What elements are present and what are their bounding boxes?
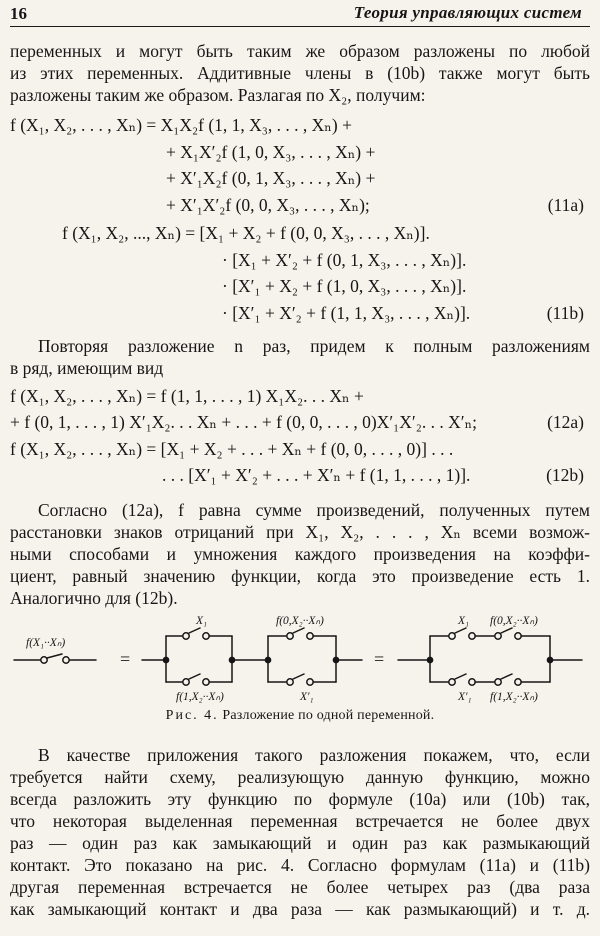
figure-label: f(1,X₂··Xₙ): [176, 691, 224, 703]
running-title: Теория управляющих систем: [353, 3, 582, 22]
text-line: расстановки знаков отрицаний при X₁, X₂, . . . , Xₙ всеми возмож-: [10, 522, 590, 542]
figure-label: f(0,X₂··Xₙ): [276, 615, 324, 627]
equation-line: · [X′₁ + X₂ + f (1, 0, X₃, . . . , Xₙ)].: [222, 276, 467, 296]
text-line: что некоторая выделенная переменная встречается не более двух: [10, 811, 590, 831]
figure-label: f(X₁··Xₙ): [26, 637, 66, 649]
figure-label: X′₁: [300, 691, 314, 703]
figure-4-circuit: [10, 602, 590, 704]
figure-label: f(1,X₂··Xₙ): [490, 691, 538, 703]
equation-line: · [X₁ + X′₂ + f (0, 1, X₃, . . . , Xₙ)].: [222, 250, 467, 270]
text-line: разложены таким же образом. Разлагая по X₂, получим:: [10, 85, 426, 105]
text-line: переменных и могут быть таким же образом разложены по любой: [10, 41, 590, 61]
text-line: всегда разложить эту функцию по формуле (10a) или (10b) так,: [10, 789, 590, 809]
caption-text: Разложение по одной переменной.: [222, 708, 435, 723]
equation-line: . . . [X′₁ + X′₂ + . . . + X′ₙ + f (1, 1, . . . , 1)].: [162, 465, 471, 485]
caption-lead: Рис. 4.: [165, 708, 219, 723]
equation-number: (12b): [546, 465, 584, 485]
figure-label: f(0,X₂··Xₙ): [490, 615, 538, 627]
running-header: [10, 2, 590, 27]
equation-line: + X′₁X₂f (0, 1, X₃, . . . , Xₙ) +: [166, 168, 376, 188]
equation-line: + X′₁X′₂f (0, 0, X₃, . . . , Xₙ);: [166, 195, 370, 215]
equation-number: (11a): [547, 195, 584, 215]
text-line: раз — один раз как замыкающий и один раз как размыкающий: [10, 833, 590, 853]
text-line: требуется найти схему, реализующую данную функцию, можно: [10, 767, 590, 787]
text-line: циент, равный значению функции, когда это произведение есть 1.: [10, 566, 590, 586]
figure-label: X₁: [458, 615, 470, 627]
equation-line: f (X₁, X₂, ..., Xₙ) = [X₁ + X₂ + f (0, 0, X₃, . . . , Xₙ)].: [62, 223, 430, 243]
equation-line: + X₁X′₂f (1, 0, X₃, . . . , Xₙ) +: [166, 142, 376, 162]
equation-number: (12a): [547, 412, 584, 432]
equation-line: · [X′₁ + X′₂ + f (1, 1, X₃, . . . , Xₙ)].: [222, 303, 471, 323]
text-line: Повторяя разложение n раз, придем к полным разложениям: [38, 336, 590, 356]
book-page: [10, 0, 590, 936]
text-line: Согласно (12a), f равна сумме произведений, полученных путем: [38, 500, 590, 520]
text-line: другая переменная встречается не более четырех раз (два раза: [10, 877, 590, 897]
equals-sign: =: [120, 649, 131, 669]
text-line: из этих переменных. Аддитивные члены в (10b) также могут быть: [10, 63, 590, 83]
text-line: ными способами и умножения каждого произведения на коэффи-: [10, 544, 590, 564]
equals-sign: =: [374, 649, 385, 669]
text-line: Аналогично для (12b).: [10, 588, 178, 608]
figure-label: X₁: [196, 615, 208, 627]
text-line: в ряд, имеющим вид: [10, 358, 164, 378]
equation-number: (11b): [546, 303, 584, 323]
text-line: В качестве приложения такого разложения покажем, что, если: [38, 745, 590, 765]
page-number: 16: [10, 4, 27, 23]
equation-line: f (X₁, X₂, . . . , Xₙ) = X₁X₂f (1, 1, X₃, . . . , Xₙ) +: [10, 115, 352, 135]
equation-line: + f (0, 1, . . . , 1) X′₁X₂. . . Xₙ + . . . + f (0, 0, . . . , 0)X′₁X′₂. . . X′ₙ;: [10, 412, 477, 432]
equation-line: f (X₁, X₂, . . . , Xₙ) = [X₁ + X₂ + . . . + Xₙ + f (0, 0, . . . , 0)] . . .: [10, 439, 454, 459]
figure-label: X′₁: [458, 691, 472, 703]
figure-caption: [10, 708, 590, 724]
text-line: как замыкающий контакт и два раза — как размыкающий) и т. д.: [10, 899, 590, 919]
equation-line: f (X₁, X₂, . . . , Xₙ) = f (1, 1, . . . , 1) X₁X₂. . . Xₙ +: [10, 386, 364, 406]
text-line: контакт. Это показано на рис. 4. Согласно формулам (11a) и (11b): [10, 855, 590, 875]
